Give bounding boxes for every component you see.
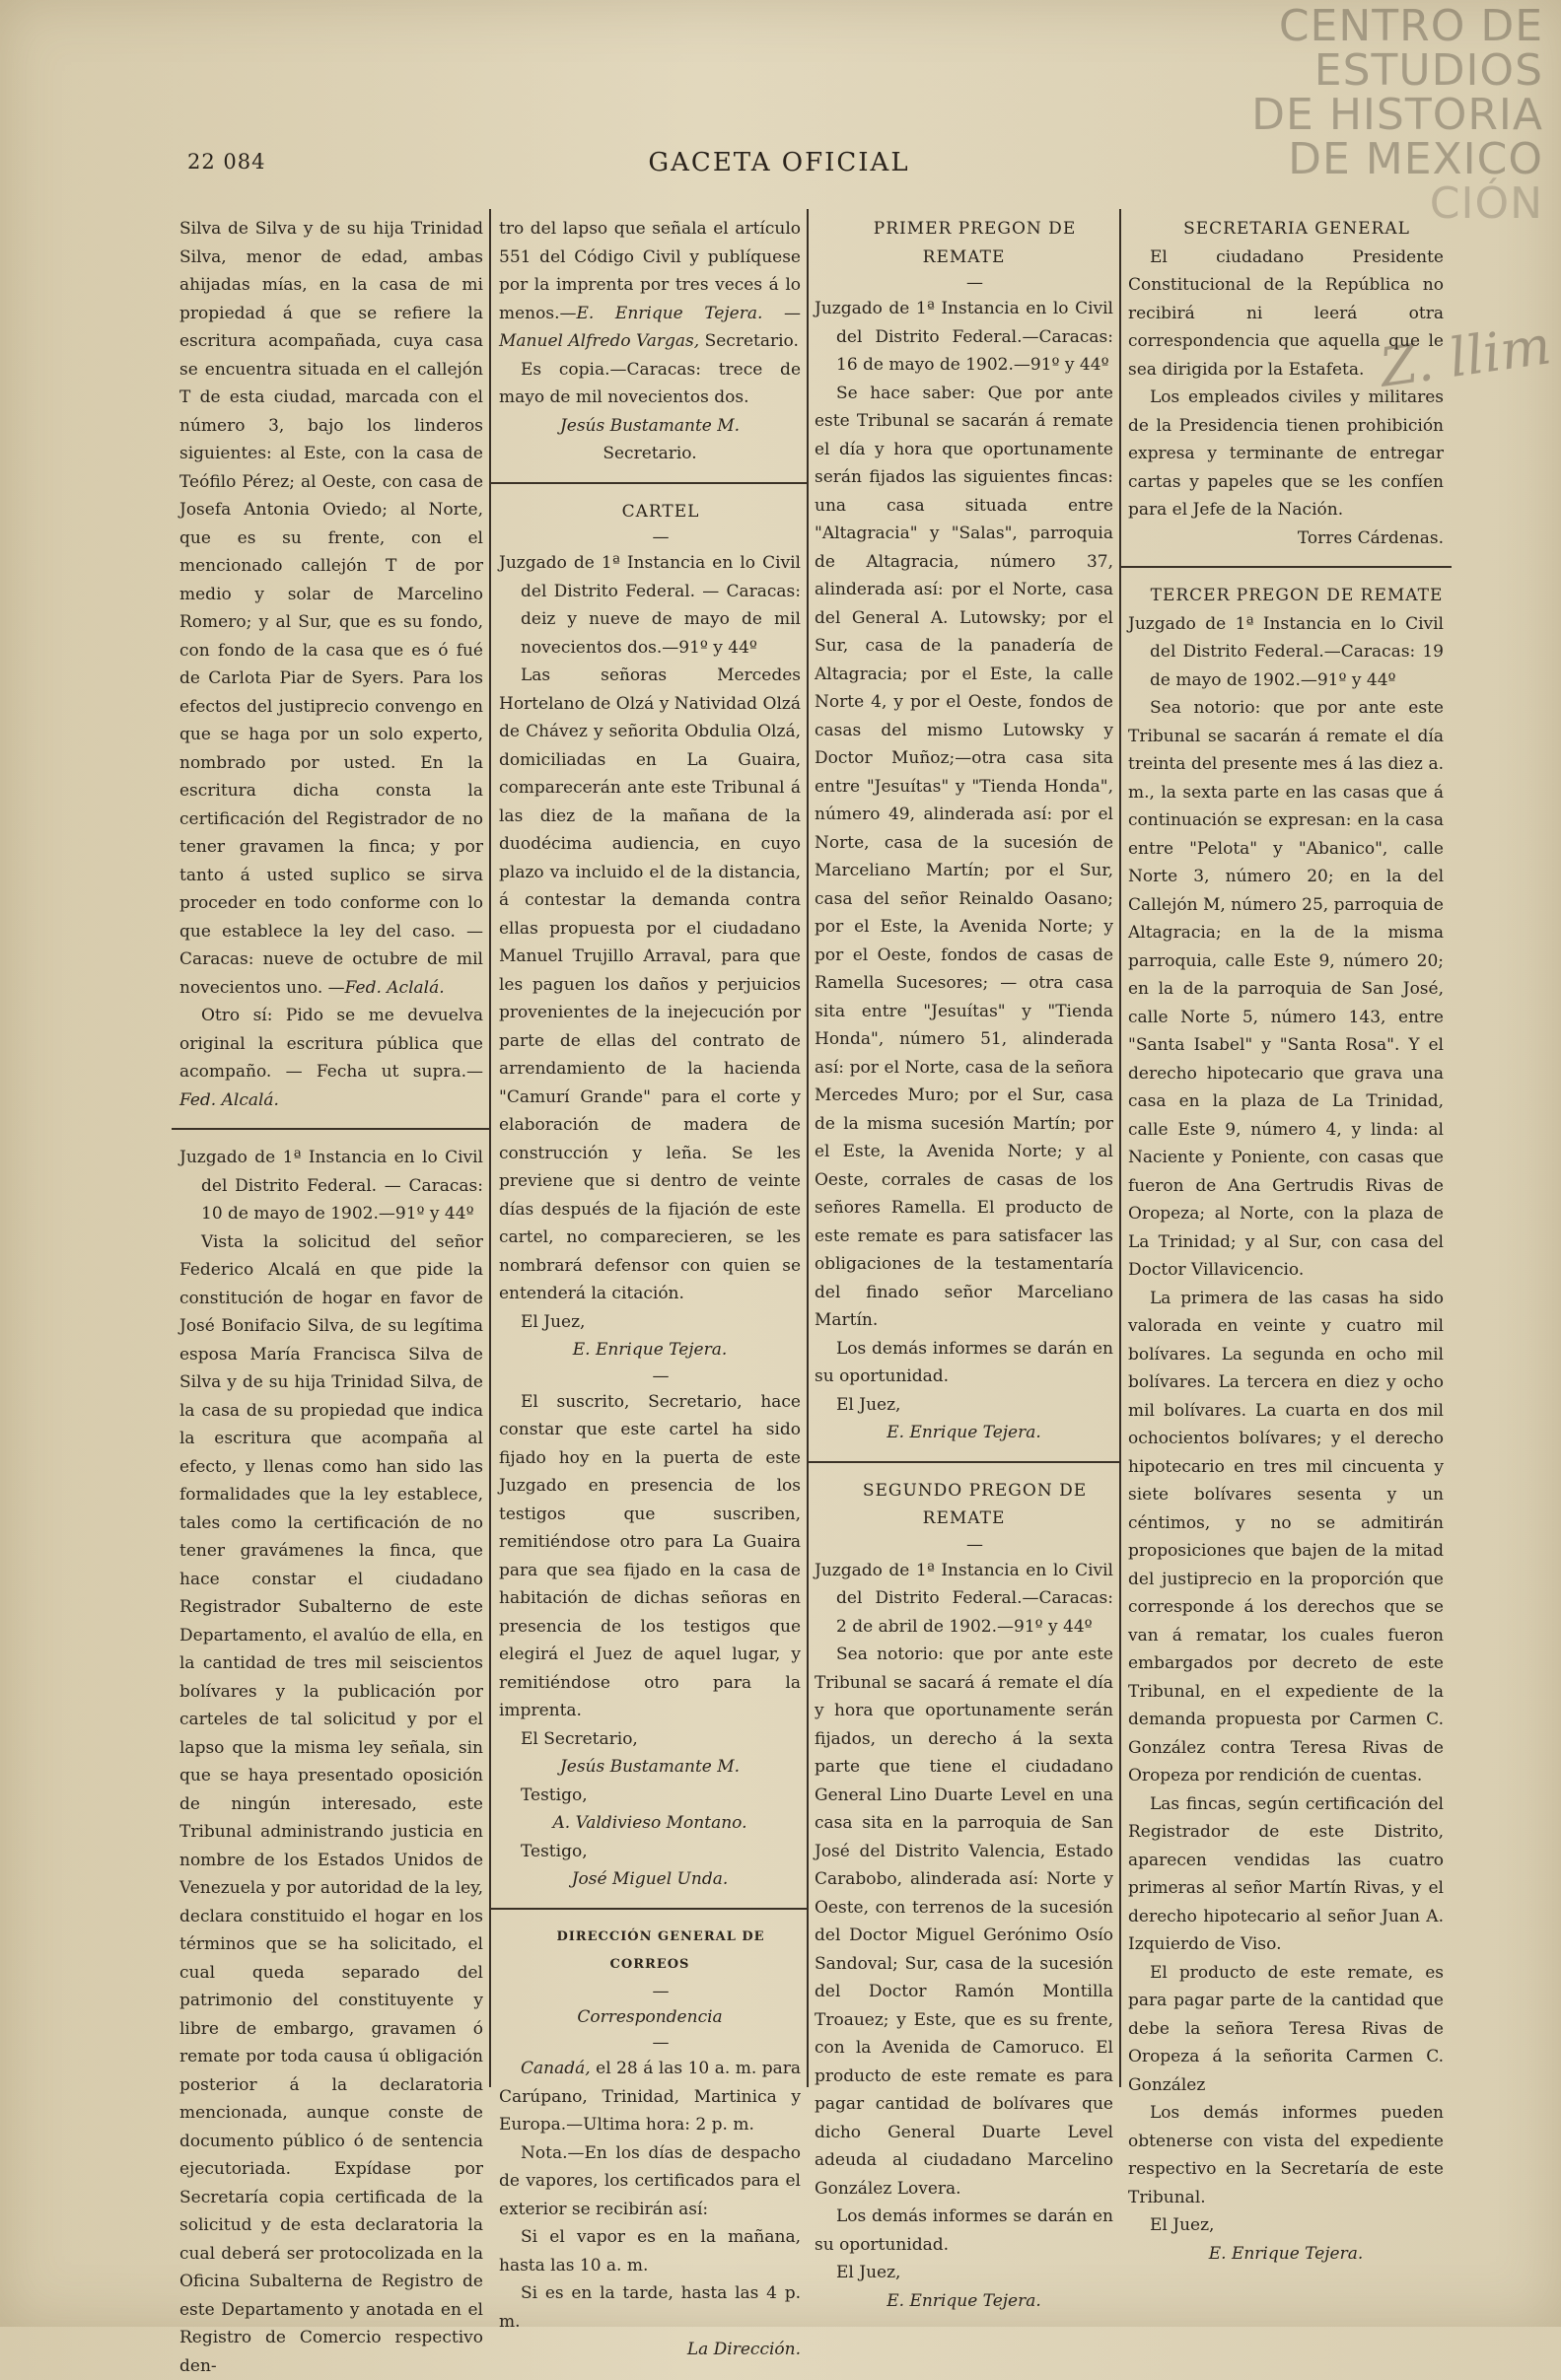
paragraph: Los empleados civiles y militares de la Presidencia tienen prohibición expresa y terminante de entregar cartas y papeles que se les confíen para el Jefe de la Nación. — [1128, 384, 1444, 525]
column-divider — [807, 209, 809, 2087]
paragraph: Los demás informes se darán en su oportunidad. — [815, 2203, 1113, 2259]
court-heading: Juzgado de 1ª Instancia en lo Civil del Distrito Federal.—Caracas: 2 de abril de 1902.—91º y 44º — [815, 1557, 1113, 1642]
dash: — — [499, 1365, 801, 1388]
signature-label: El Juez, — [499, 1308, 801, 1337]
paragraph: Si el vapor es en la mañana, hasta las 10 a. m. — [499, 2223, 801, 2279]
paragraph: Si es en la tarde, hasta las 4 p. m. — [499, 2279, 801, 2336]
paragraph: Los demás informes pueden obtenerse con vista del expediente respectivo en la Secretaría de este Tribunal. — [1128, 2099, 1444, 2211]
dash: — — [499, 1980, 801, 2003]
signature-label: El Juez, — [815, 2259, 1113, 2287]
column-2 — [499, 215, 801, 2364]
paragraph: tro del lapso que señala el artículo 551 del Código Civil y publíquese por la imprenta por tres veces á lo menos.—E. Enrique Tejera. — Manuel Alfredo Vargas, Secretario. — [499, 215, 801, 356]
paragraph: Sea notorio: que por ante este Tribunal se sacará á remate el día y hora que oportunamente serán fijados, un derecho á la sexta parte que tiene el ciudadano General Lino Duarte Level en una casa sita en la parroquia de San José del Distrito Valencia, Estado Carabobo, alinderada así: Norte y Oeste, con terrenos de la sucesión del Doctor Miguel Gerónimo Osío Sandoval; Sur, casa de la sucesión del Doctor Ramón Montilla Troauez; y Este, que es su frente, con la Avenida de Camoruco. El producto de este remate es para pagar cantidad de bolívares que dicho General Duarte Level adeuda al ciudadano Marcelino González Lovera. — [815, 1641, 1113, 2203]
section-title: CARTEL — [499, 498, 801, 526]
signature-name: Torres Cárdenas. — [1128, 525, 1444, 553]
court-heading: Juzgado de 1ª Instancia en lo Civil del Distrito Federal.—Caracas: 19 de mayo de 1902.—91º y 44º — [1128, 610, 1444, 695]
watermark-line: DE HISTORIA — [1247, 93, 1543, 137]
dash: — — [499, 2031, 801, 2055]
signature-name: A. Valdivieso Montano. — [499, 1809, 801, 1838]
gazette-title: GACETA OFICIAL — [187, 148, 1371, 177]
section-rule — [491, 1908, 809, 1910]
dash: — — [815, 271, 1113, 295]
signature-label: El Secretario, — [499, 1725, 801, 1754]
page-number: 22 084 — [187, 150, 265, 174]
paragraph: Es copia.—Caracas: trece de mayo de mil novecientos dos. — [499, 356, 801, 412]
paragraph: Las señoras Mercedes Hortelano de Olzá y Natividad Olzá de Chávez y señorita Obdulia Olzá, domiciliadas en La Guaira, comparecerán ante este Tribunal á las diez de la mañana de la duodécima audiencia, en cuyo plazo va incluido el de la distancia, á contestar la demanda contra ellas propuesta por el ciudadano Manuel Trujillo Arraval, para que les paguen los daños y perjuicios provenientes de la inejecución por parte de ellas del contrato de arrendamiento de la hacienda "Camurí Grande" para el corte y elaboración de madera de construcción y leña. Se les previene que si dentro de veinte días después de la fijación de este cartel, no comparecieren, se les nombrará defensor con quien se entenderá la citación. — [499, 662, 801, 1308]
paragraph: El ciudadano Presidente Constitucional de la República no recibirá ni leerá otra correspondencia que aquella que le sea dirigida por la Estafeta. — [1128, 244, 1444, 385]
signature-label: Testigo, — [499, 1782, 801, 1810]
paragraph: Se hace saber: Que por ante este Tribunal se sacarán á remate el día y hora que oportunamente serán fijados las siguientes fincas: una casa situada entre "Altagracia" y "Salas", parroquia de Altagracia, número 37, alinderada así: por el Norte, casa del General A. Lutowsky; por el Sur, casa de la panadería de Altagracia; por el Este, la calle Norte 4, y por el Oeste, fondos de casas del mismo Lutowsky y Doctor Muñoz;—otra casa sita entre "Jesuítas" y "Tienda Honda", número 49, alinderada así: por el Norte, casa de la sucesión de Marceliano Martín; por el Sur, casa del señor Reinaldo Oasano; por el Este, la Avenida Norte; y por el Oeste, fondos de casas de Ramella Sucesores; — otra casa sita entre "Jesuítas" y "Tienda Honda", número 51, alinderada así: por el Norte, casa de la señora Mercedes Muro; por el Sur, casa de la misma sucesión Martín; por el Este, la Avenida Norte; y al Oeste, corrales de casas de los señores Ramella. El producto de este remate es para satisfacer las obligaciones de la testamentaría del finado señor Marceliano Martín. — [815, 380, 1113, 1335]
paragraph: Nota.—En los días de despacho de vapores, los certificados para el exterior se recibirán así: — [499, 2139, 801, 2224]
signature-name: E. Enrique Tejera. — [1128, 2240, 1444, 2269]
court-heading: Juzgado de 1ª Instancia en lo Civil del Distrito Federal. — Caracas: 10 de mayo de 1902.—91º y 44º — [179, 1144, 483, 1228]
section-rule — [807, 1461, 1121, 1463]
paragraph: Silva de Silva y de su hija Trinidad Silva, menor de edad, ambas ahijadas mías, en la casa de mi propiedad á que se refiere la escritura acompañada, cuya casa se encuentra situada en el callejón T de esta ciudad, marcada con el número 3, bajo los linderos siguientes: al Este, con la casa de Teófilo Pérez; al Oeste, con casa de Josefa Antonia Oviedo; al Norte, que es su frente, con el mencionado callejón T de por medio y solar de Marcelino Romero; y al Sur, que es su fondo, con fondo de la casa que es ó fué de Carlota Piar de Syers. Para los efectos del justiprecio convengo en que se haga por un solo experto, nombrado por usted. En la escritura dicha consta la certificación del Registrador de no tener gravamen la finca; y por tanto á usted suplico se sirva proceder en todo conforme con lo que establece la ley del caso. —Caracas: nueve de octubre de mil novecientos uno. —Fed. Aclalá. — [179, 215, 483, 1002]
column-divider — [1119, 209, 1121, 2087]
section-rule — [491, 482, 809, 484]
paragraph: Los demás informes se darán en su oportunidad. — [815, 1335, 1113, 1391]
watermark-line: ESTUDIOS — [1247, 48, 1543, 93]
signature-label: El Juez, — [1128, 2211, 1444, 2240]
signature-name: E. Enrique Tejera. — [499, 1336, 801, 1365]
watermark-line: DE MEXICO — [1247, 137, 1543, 181]
paragraph: Las fincas, según certificación del Registrador de este Distrito, aparecen vendidas las cuatro primeras al señor Martín Rivas, y el derecho hipotecario al señor Juan A. Izquierdo de Viso. — [1128, 1790, 1444, 1959]
paragraph: El producto de este remate, es para pagar parte de la cantidad que debe la señora Teresa Rivas de Oropeza á la señorita Carmen C. González — [1128, 1959, 1444, 2100]
column-3 — [815, 215, 1113, 2315]
signature-name: La Dirección. — [499, 2336, 801, 2364]
court-heading: Juzgado de 1ª Instancia en lo Civil del Distrito Federal.—Caracas: 16 de mayo de 1902.—91º y 44º — [815, 295, 1113, 380]
archive-watermark — [1247, 4, 1543, 226]
signature-name: E. Enrique Tejera. — [815, 1419, 1113, 1447]
signature-name: Jesús Bustamante M. — [499, 412, 801, 441]
section-rule — [1120, 566, 1452, 568]
paragraph: Canadá, el 28 á las 10 a. m. para Carúpano, Trinidad, Martinica y Europa.—Ultima hora: 2 p. m. — [499, 2055, 801, 2139]
section-title: SECRETARIA GENERAL — [1128, 215, 1444, 244]
signature-name: José Miguel Unda. — [499, 1865, 801, 1894]
paragraph: Sea notorio: que por ante este Tribunal se sacarán á remate el día treinta del presente mes á las diez a. m., la sexta parte en las casas que á continuación se expresan: en la casa entre "Pelota" y "Abanico", calle Norte 3, número 20; en la del Callejón M, número 25, parroquia de Altagracia; en la de la misma parroquia, calle Este 9, número 20; en la de la parroquia de San José, calle Norte 5, número 143, entre "Santa Isabel" y "Santa Rosa". Y el derecho hipotecario que grava una casa en la plaza de La Trinidad, calle Este 9, número 4, y linda: al Naciente y Poniente, con casas que fueron de Ana Gertrudis Rivas de Oropeza; al Norte, con la plaza de La Trinidad; y al Sur, con casa del Doctor Villavicencio. — [1128, 694, 1444, 1285]
watermark-line: CENTRO DE — [1247, 4, 1543, 48]
section-rule — [172, 1128, 491, 1130]
handwritten-signature: Z. llim — [1377, 314, 1555, 399]
paragraph: Otro sí: Pido se me devuelva original la escritura pública que acompaño. — Fecha ut supra.—Fed. Alcalá. — [179, 1002, 483, 1114]
section-title: SEGUNDO PREGON DE REMATE — [815, 1477, 1113, 1533]
signature-text: Fed. Alcalá. — [179, 1090, 279, 1110]
section-title: TERCER PREGON DE REMATE — [1128, 582, 1444, 610]
paragraph: El suscrito, Secretario, hace constar que este cartel ha sido fijado hoy en la puerta de este Juzgado en presencia de los testigos que suscriben, remitiéndose otro para La Guaira para que sea fijado en la casa de habitación de dichas señoras en presencia de los testigos que elegirá el Juez de aquel lugar, y remitiéndose otro para la imprenta. — [499, 1388, 801, 1725]
signature-name: E. Enrique Tejera. — [815, 2287, 1113, 2316]
page-header — [187, 146, 1371, 185]
court-heading: Juzgado de 1ª Instancia en lo Civil del Distrito Federal. — Caracas: deiz y nueve de mayo de mil novecientos dos.—91º y 44º — [499, 549, 801, 662]
column-1 — [179, 215, 483, 2380]
section-subtitle: Correspondencia — [499, 2003, 801, 2032]
column-divider — [489, 209, 491, 2087]
dash: — — [815, 1533, 1113, 1557]
column-4 — [1128, 215, 1444, 2268]
signature-title: Secretario. — [499, 440, 801, 468]
dash: — — [499, 525, 801, 549]
section-title: DIRECCIÓN GENERAL DE CORREOS — [499, 1924, 801, 1980]
signature-text: Fed. Aclalá. — [345, 978, 445, 998]
signature-label: Testigo, — [499, 1838, 801, 1866]
signature-name: Jesús Bustamante M. — [499, 1753, 801, 1782]
paragraph: Vista la solicitud del señor Federico Alcalá en que pide la constitución de hogar en favor de José Bonifacio Silva, de su legítima esposa María Francisca Silva de Silva y de su hija Trinidad Silva, de la casa de su propiedad que indica la escritura que acompaña al efecto, y llenas como han sido las formalidades que la ley establece, tales como la certificación de no tener gravámenes la finca, que hace constar el ciudadano Registrador Subalterno de este Departamento, el avalúo de ella, en la cantidad de tres mil seiscientos bolívares y la publicación por carteles de tal solicitud y por el lapso que la misma ley señala, sin que se haya presentado oposición de ningún interesado, este Tribunal administrando justicia en nombre de los Estados Unidos de Venezuela y por autoridad de la ley, declara constituido el hogar en los términos que se ha solicitado, el cual queda separado del patrimonio del constituyente y libre de embargo, gravamen ó remate por toda causa ú obligación posterior á la declaratoria mencionada, aunque conste de documento público ó de sentencia ejecutoriada. Expídase por Secretaría copia certificada de la solicitud y de esta declaratoria la cual deberá ser protocolizada en la Oficina Subalterna de Registro de este Departamento y anotada en el Registro de Comercio respectivo den- — [179, 1228, 483, 2380]
signature-label: El Juez, — [815, 1391, 1113, 1420]
watermark-line: CIÓN — [1247, 181, 1543, 226]
paragraph: La primera de las casas ha sido valorada en veinte y cuatro mil bolívares. La segunda en ocho mil bolívares. La tercera en diez y ocho mil bolívares. La cuarta en dos mil ochocientos bolívares; y el derecho hipotecario en tres mil cincuenta y siete bolívares sesenta y un céntimos, y no se admitirán proposiciones que bajen de la mitad del justiprecio en la proporción que corresponde á los derechos que se van á rematar, los cuales fueron embargados por decreto de este Tribunal, en el expediente de la demanda propuesta por Carmen C. González contra Teresa Rivas de Oropeza por rendición de cuentas. — [1128, 1285, 1444, 1790]
section-title: PRIMER PREGON DE REMATE — [815, 215, 1113, 271]
